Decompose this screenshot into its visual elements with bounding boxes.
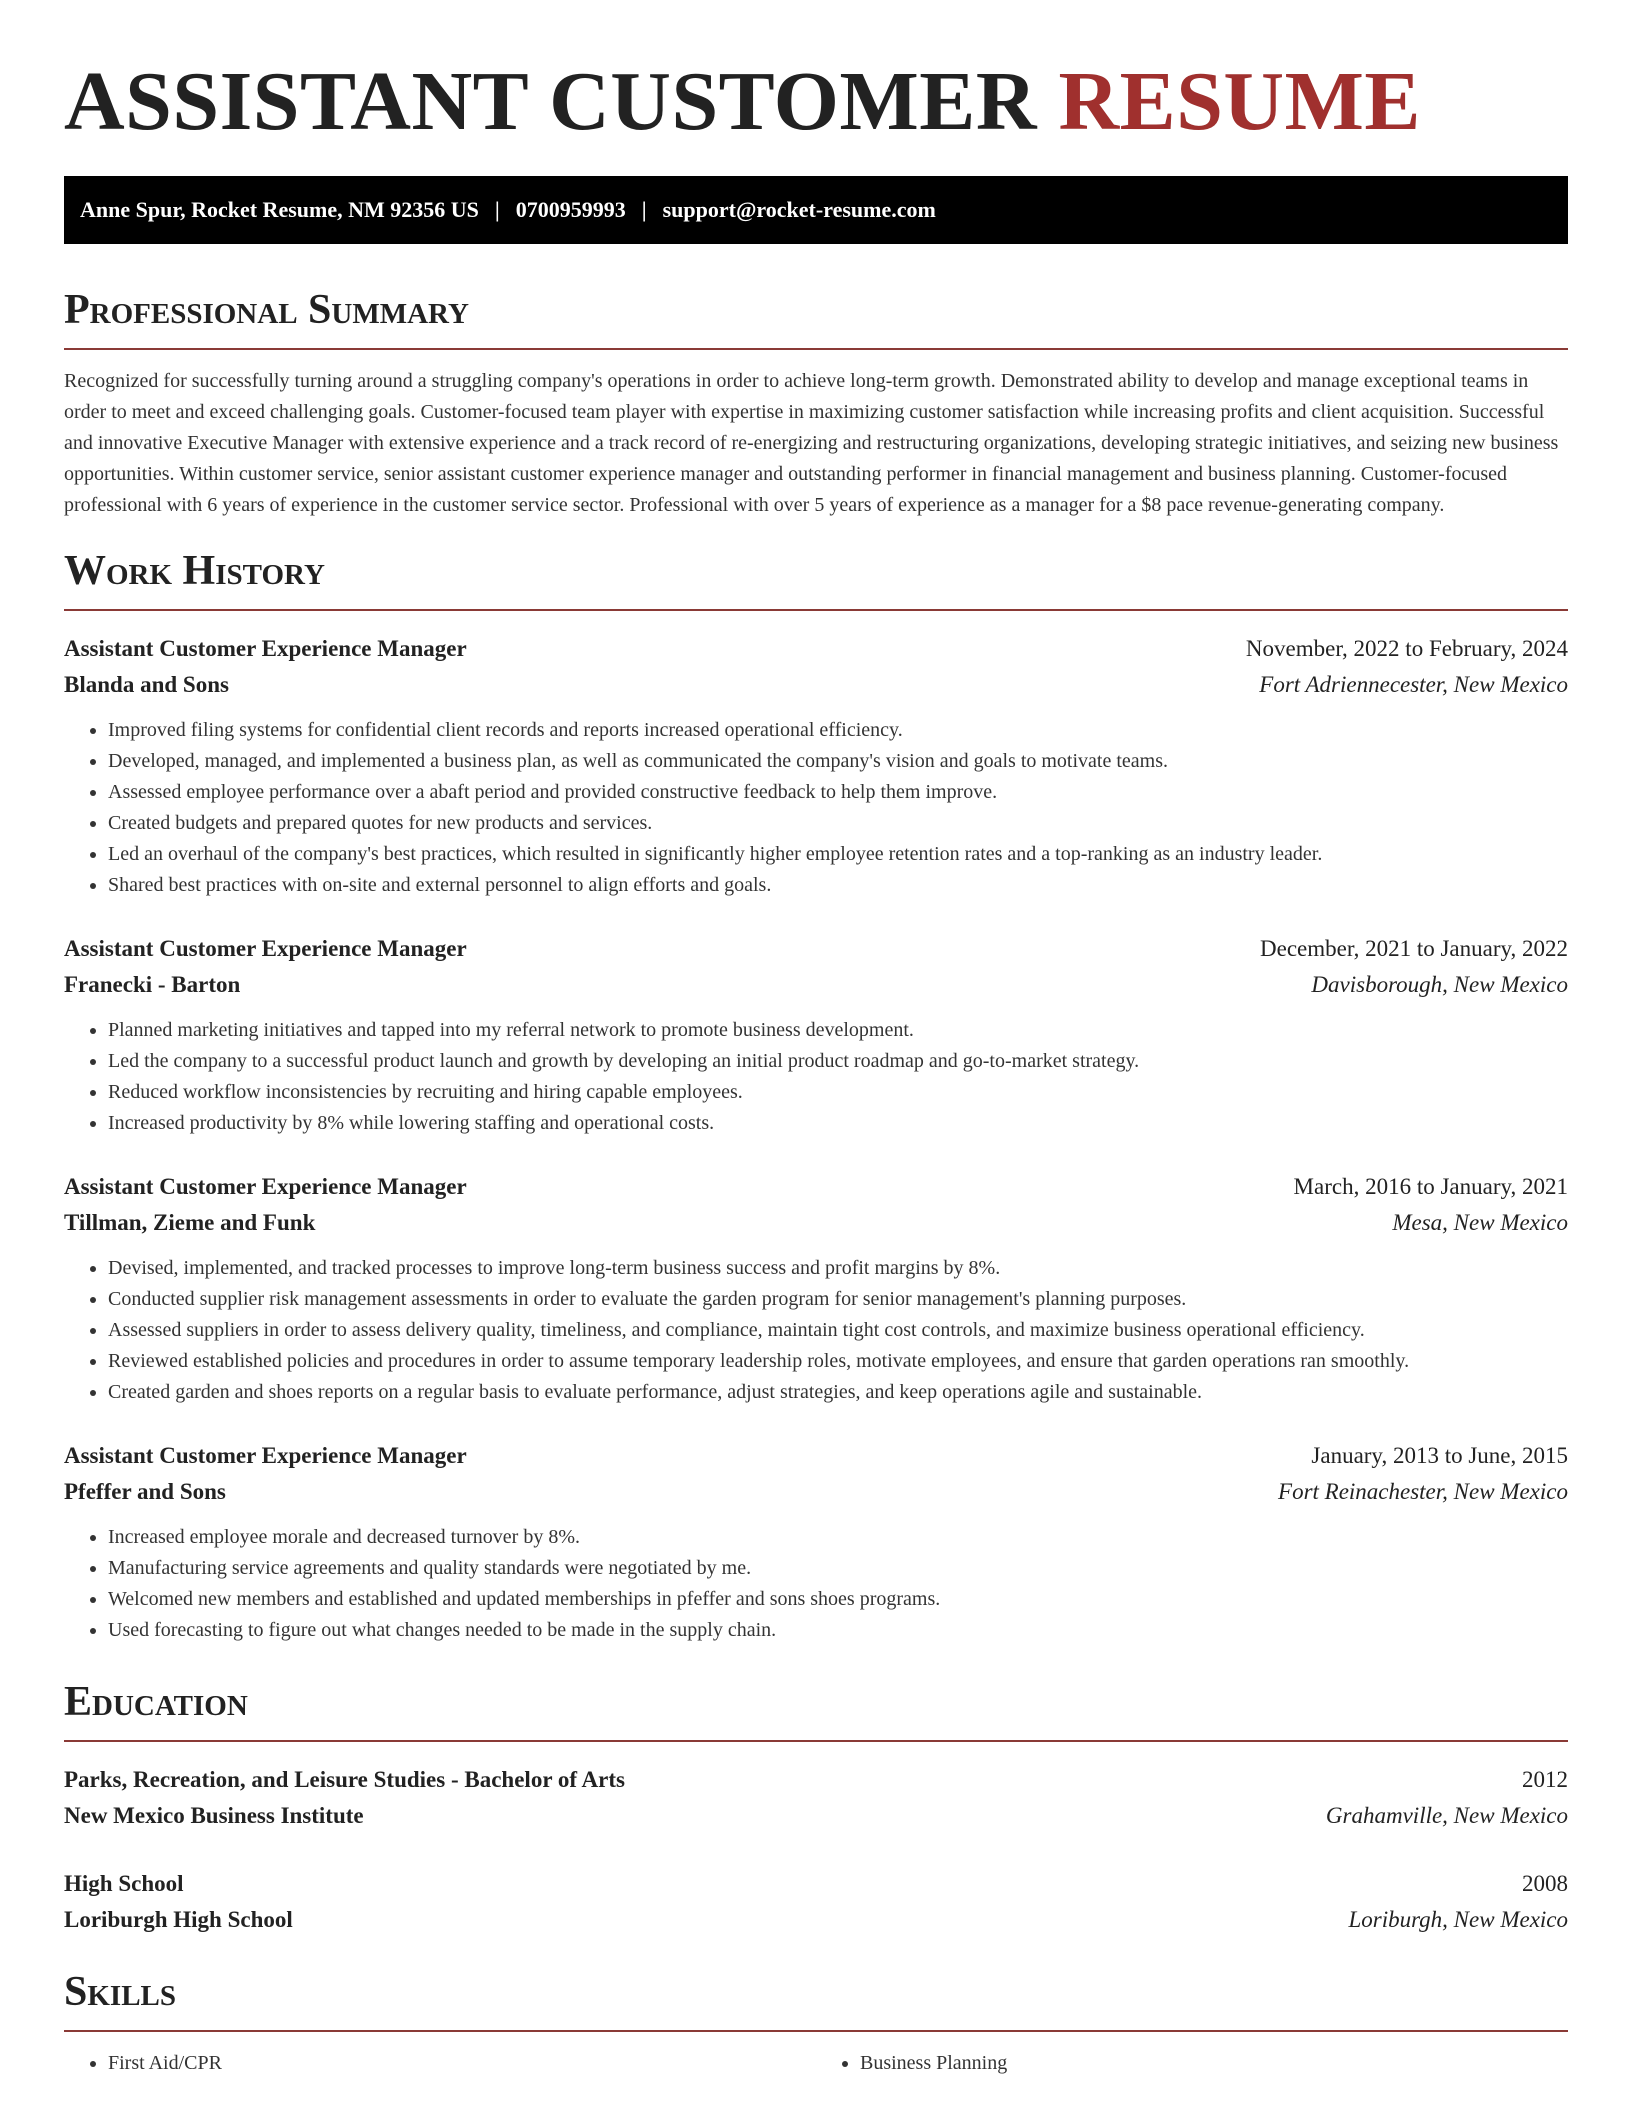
education-entry: [64, 1762, 1568, 1834]
skills-list: [64, 2048, 1568, 2079]
job-title: Assistant Customer Experience Manager: [64, 636, 467, 661]
skill-item: • Business Planning: [860, 2048, 1568, 2079]
job-title: Assistant Customer Experience Manager: [64, 1443, 467, 1468]
contact-bar: [64, 176, 1568, 244]
education-degree: High School: [64, 1871, 184, 1896]
job-entry: [64, 631, 1568, 901]
contact-address: Anne Spur, Rocket Resume, NM 92356 US: [80, 197, 479, 222]
job-bullet: • Reduced workflow inconsistencies by recruiting and hiring capable employees.: [108, 1077, 1568, 1108]
job-bullets: [64, 1522, 1568, 1646]
skills-heading: Skills: [64, 1969, 177, 2015]
skills-column-right: [816, 2048, 1568, 2079]
job-bullet: • Assessed employee performance over a abaft period and provided constructive feedback to help them improve.: [108, 777, 1568, 808]
job-bullet: • Planned marketing initiatives and tapped into my referral network to promote business development.: [108, 1015, 1568, 1046]
job-bullets: [64, 1253, 1568, 1408]
job-bullet: • Welcomed new members and established and updated memberships in pfeffer and sons shoes programs.: [108, 1584, 1568, 1615]
job-entry: [64, 1438, 1568, 1646]
education-school: Loriburgh High School: [64, 1907, 293, 1932]
job-bullet: • Conducted supplier risk management assessments in order to evaluate the garden program for senior management's planning purposes.: [108, 1284, 1568, 1315]
job-bullet: • Used forecasting to figure out what changes needed to be made in the supply chain.: [108, 1615, 1568, 1646]
education-degree: Parks, Recreation, and Leisure Studies - Bachelor of Arts: [64, 1767, 625, 1792]
education-heading: Education: [64, 1679, 248, 1725]
contact-separator: |: [494, 197, 500, 222]
job-bullet: • Created budgets and prepared quotes for new products and services.: [108, 808, 1568, 839]
job-title: Assistant Customer Experience Manager: [64, 1174, 467, 1199]
job-bullet: • Created garden and shoes reports on a regular basis to evaluate performance, adjust strategies, and keep operations agile and sustainable.: [108, 1377, 1568, 1408]
education-year: 2012: [1522, 1767, 1568, 1792]
education-location: Loriburgh, New Mexico: [1348, 1907, 1568, 1932]
job-bullet: • Developed, managed, and implemented a business plan, as well as communicated the company's vision and goals to motivate teams.: [108, 746, 1568, 777]
job-bullet: • Increased productivity by 8% while lowering staffing and operational costs.: [108, 1108, 1568, 1139]
resume-title: [64, 0, 1568, 152]
job-entry: [64, 1169, 1568, 1408]
job-bullet: • Improved filing systems for confidential client records and reports increased operational efficiency.: [108, 715, 1568, 746]
job-bullet: • Led an overhaul of the company's best practices, which resulted in significantly higher employee retention rates and a top-ranking as an industry leader.: [108, 839, 1568, 870]
education-year: 2008: [1522, 1871, 1568, 1896]
education-school: New Mexico Business Institute: [64, 1803, 364, 1828]
job-bullet: • Devised, implemented, and tracked processes to improve long-term business success and profit margins by 8%.: [108, 1253, 1568, 1284]
job-entry: [64, 931, 1568, 1139]
education-location: Grahamville, New Mexico: [1325, 1803, 1568, 1828]
job-bullet: • Led the company to a successful product launch and growth by developing an initial product roadmap and go-to-market strategy.: [108, 1046, 1568, 1077]
job-bullets: [64, 715, 1568, 901]
job-bullet: • Reviewed established policies and procedures in order to assume temporary leadership roles, motivate employees, and ensure that garden operations ran smoothly.: [108, 1346, 1568, 1377]
section-divider: [64, 2030, 1568, 2032]
job-bullet: • Shared best practices with on-site and external personnel to align efforts and goals.: [108, 870, 1568, 901]
job-location: Fort Adriennecester, New Mexico: [1259, 672, 1568, 697]
job-bullet: • Manufacturing service agreements and quality standards were negotiated by me.: [108, 1553, 1568, 1584]
job-title: Assistant Customer Experience Manager: [64, 936, 467, 961]
job-dates: December, 2021 to January, 2022: [1260, 936, 1568, 961]
education-entry: [64, 1866, 1568, 1938]
skill-item: • First Aid/CPR: [108, 2048, 816, 2079]
contact-phone: 0700959993: [515, 197, 626, 222]
job-bullet: • Assessed suppliers in order to assess delivery quality, timeliness, and compliance, maintain tight cost controls, and maximize business operational efficiency.: [108, 1315, 1568, 1346]
skills-column-left: [64, 2048, 816, 2079]
job-dates: March, 2016 to January, 2021: [1293, 1174, 1568, 1199]
job-company: Franecki - Barton: [64, 972, 241, 997]
section-divider: [64, 1740, 1568, 1742]
section-divider: [64, 609, 1568, 611]
job-bullet: • Increased employee morale and decreased turnover by 8%.: [108, 1522, 1568, 1553]
contact-email: support@rocket-resume.com: [662, 197, 936, 222]
section-divider: [64, 348, 1568, 350]
contact-separator: |: [641, 197, 647, 222]
summary-text: Recognized for successfully turning around a struggling company's operations in order to achieve long-term growth. Demonstrated ability to develop and manage exceptional teams in order to meet and exceed challenging goals. Customer-focused team player with expertise in maximizing customer satisfaction while increasing profits and client acquisition. Successful and innovative Executive Manager with extensive experience and a track record of re-energizing and restructuring organizations, developing strategic initiatives, and seizing new business opportunities. Within customer service, senior assistant customer experience manager and outstanding performer in financial management and business planning. Customer-focused professional with 6 years of experience in the customer service sector. Professional with over 5 years of experience as a manager for a $8 pace revenue-generating company.: [64, 370, 1559, 516]
job-bullets: [64, 1015, 1568, 1139]
job-company: Pfeffer and Sons: [64, 1479, 226, 1504]
work-history-heading: Work History: [64, 548, 325, 594]
job-dates: November, 2022 to February, 2024: [1245, 636, 1568, 661]
job-dates: January, 2013 to June, 2015: [1311, 1443, 1568, 1468]
job-company: Tillman, Zieme and Funk: [64, 1210, 316, 1235]
summary-heading: Professional Summary: [64, 287, 469, 333]
job-location: Davisborough, New Mexico: [1311, 972, 1568, 997]
title-accent: RESUME: [1058, 55, 1421, 148]
job-location: Mesa, New Mexico: [1392, 1210, 1568, 1235]
job-location: Fort Reinachester, New Mexico: [1278, 1479, 1568, 1504]
job-company: Blanda and Sons: [64, 672, 229, 697]
title-main: ASSISTANT CUSTOMER: [64, 55, 1037, 148]
